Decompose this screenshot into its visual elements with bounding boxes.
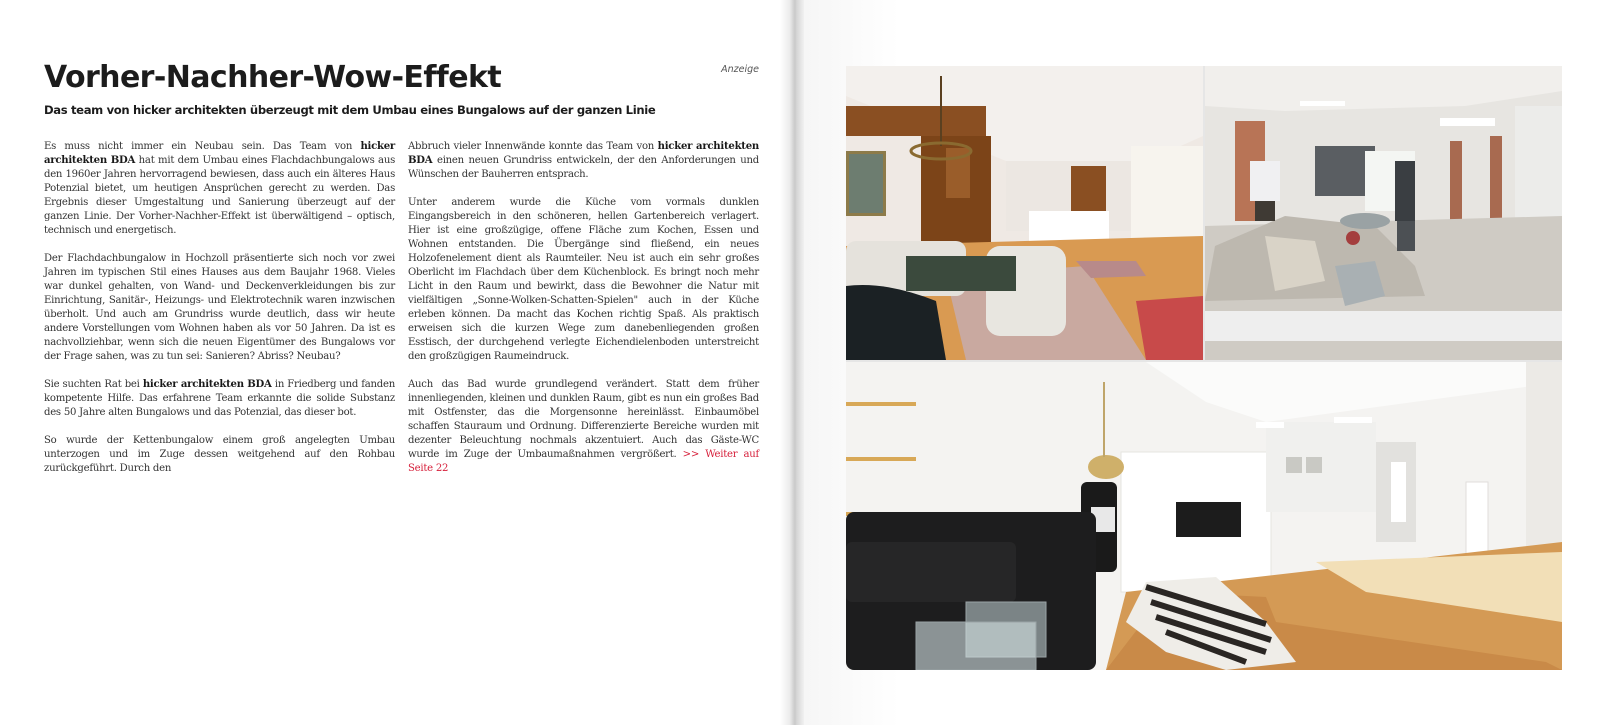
paragraph-text: Sie suchten Rat bei [44,379,143,390]
photo-before-renovation [846,66,1203,360]
paragraph-text: Es muss nicht immer ein Neubau sein. Das Team von [44,141,361,152]
article-headline: Vorher-Nachher-Wow-Effekt [44,60,502,95]
company-name-bold: hicker architekten BDA [142,379,272,390]
paragraph-text: Abbruch vieler Innenwände konnte das Team von [408,141,658,152]
article-paragraph [44,434,395,476]
paragraph-text: Auch das Bad wurde grundlegend verändert. Statt dem früher innenliegenden, kleinen und dunklen Raum, gibt es nun ein großes Bad mit Ostfenster, das die Morgensonne hereinlässt. Einbaumöbel schaffen Stauraum und Ordnung. Differenzierte Bereiche wurden mit dezenter Beleuchtung nochmals akzentuiert. Auch das Gäste-WC wurde im Zuge der Umbaumaßnahmen vergrößert. [408,379,759,460]
text-column-1 [44,140,395,490]
article-paragraph [44,140,395,238]
paragraph-text: einen neuen Grundriss entwickeln, der den Anforderungen und Wünschen der Bauherren entsprach. [408,155,759,180]
advertisement-label: Anzeige [721,64,759,75]
company-name-bold: hicker architekten BDA [408,141,759,166]
article-paragraph [44,252,395,364]
article-paragraph [44,378,395,420]
text-column-2 [408,140,759,490]
article-paragraph [408,196,759,364]
photo-construction-phase [1205,66,1562,360]
article-paragraph [408,140,759,182]
paragraph-text: Unter anderem wurde die Küche vom vormals dunklen Eingangsbereich in den schöneren, hellen Gartenbereich verlagert. Hier ist eine großzügige, offene Fläche zum Kochen, Essen und Wohnen entstanden. Die Übergänge sind fließend, ein neues Holzofenelement dient als Raumteiler. Neu ist auch ein sehr großes Oberlicht im Flachdach über dem Küchenblock. Es bringt noch mehr Licht in den Raum und bewirkt, dass die Bewohner die Natur mit vielfältigen „Sonne-Wolken-Schatten-Spielen" auch in der Küche erleben können. Da macht das Kochen richtig Spaß. Als praktisch erweisen sich die kurzen Wege zum danebenliegenden großen Esstisch, der durchgehend verlegte Eichendielenboden unterstreicht den großzügigen Raumeindruck. [408,197,759,362]
photo-collage [846,66,1562,670]
book-gutter-fold [780,0,804,725]
paragraph-text: So wurde der Kettenbungalow einem groß angelegten Umbau unterzogen und im Zuge dessen weitgehend auf den Rohbau zurückgeführt. Durch den [44,435,395,474]
article-subheadline: Das team von hicker architekten überzeugt mit dem Umbau eines Bungalows auf der ganzen Linie [44,103,656,117]
continue-reading-link[interactable]: >> Weiter auf Seite 22 [408,449,759,474]
paragraph-text: hat mit dem Umbau eines Flachdachbungalows aus den 1960er Jahren hervorragend bewiesen, dass auch ein älteres Haus Potenzial bietet, um heutigen Ansprüchen gerecht zu werden. Das Ergebnis dieser Umgestaltung und Sanierung überzeugt auf der ganzen Linie. Der Vorher-Nachher-Effekt ist überwältigend – optisch, technisch und energetisch. [44,155,395,236]
company-name-bold: hicker architekten BDA [44,141,395,166]
paragraph-text: Der Flachdachbungalow in Hochzoll präsentierte sich noch vor zwei Jahren im typischen Stil eines Hauses aus dem Baujahr 1968. Vieles war dunkel gehalten, von Wand- und Deckenverkleidungen bis zur Einrichtung, Sanitär-, Heizungs- und Elektrotechnik waren inzwischen überholt. Und auch am Grundriss wurde deutlich, dass wir heute andere Vorstellungen vom Wohnen haben als vor 50 Jahren. Da ist es nachvollziehbar, wenn sich die neuen Eigentümer des Bungalows vor der Frage sahen, was zu tun sei: Sanieren? Abriss? Neubau? [44,253,395,362]
left-page [0,0,795,725]
paragraph-text: in Friedberg und fanden kompetente Hilfe. Das erfahrene Team erkannte die solide Substanz des 50 Jahre alten Bungalows und das Potenzial, das dieser bot. [44,379,395,418]
photo-after-renovation [846,362,1562,670]
article-paragraph [408,378,759,476]
